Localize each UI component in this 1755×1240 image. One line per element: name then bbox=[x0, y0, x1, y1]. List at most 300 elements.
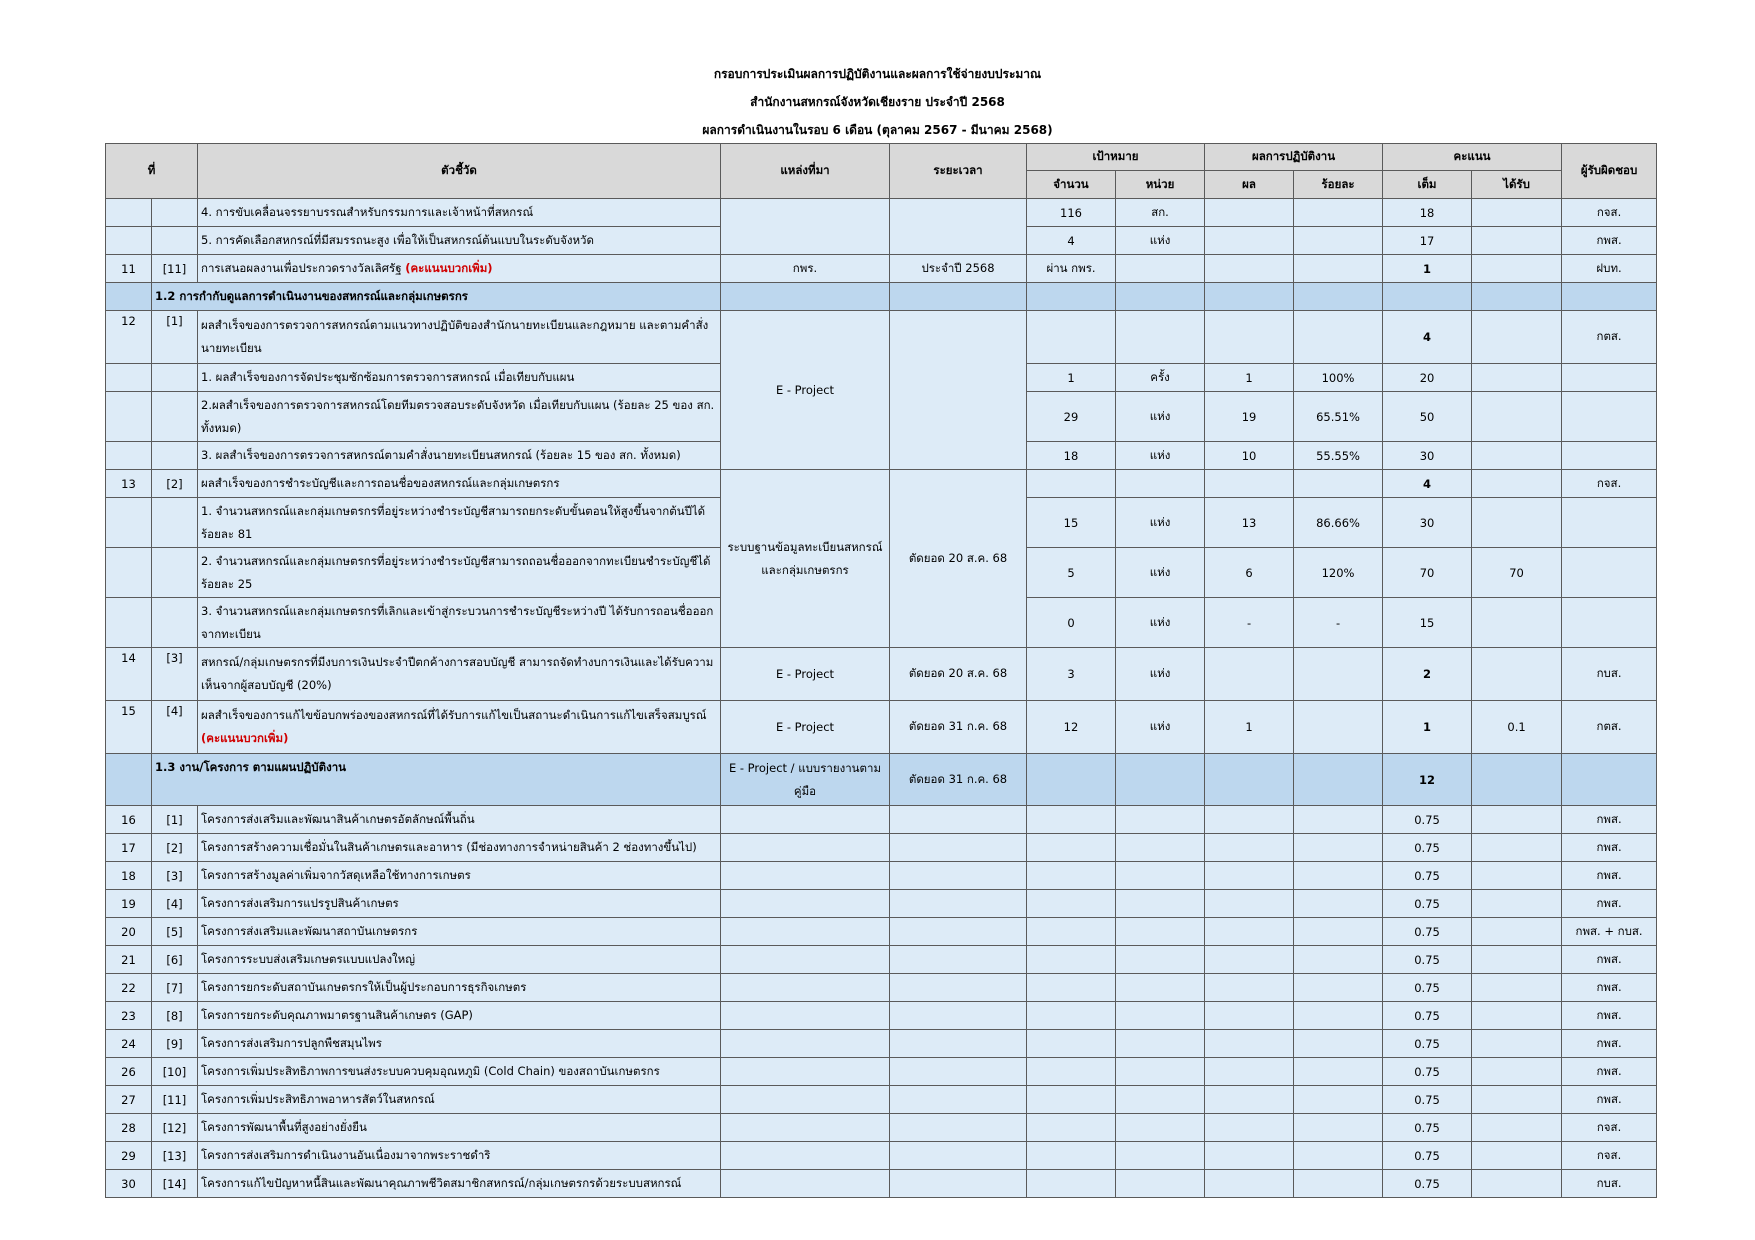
indicator-text: 3. จำนวนสหกรณ์และกลุ่มเกษตรกรที่เลิกและเข้าสู่กระบวนการชำระบัญชีระหว่างปี ได้รับการถอนชื่อออกจากทะเบียน bbox=[198, 598, 721, 648]
source: กพร. bbox=[721, 255, 890, 283]
table-row bbox=[106, 470, 1657, 498]
target-qty bbox=[1027, 1170, 1116, 1198]
project-row bbox=[106, 806, 1657, 834]
target-qty: 116 bbox=[1027, 199, 1116, 227]
target-qty bbox=[1027, 974, 1116, 1002]
period bbox=[890, 1114, 1027, 1142]
row-code: [2] bbox=[152, 470, 198, 498]
owner: ฝบท. bbox=[1562, 255, 1657, 283]
result-pct: 100% bbox=[1294, 364, 1383, 392]
target-unit bbox=[1116, 806, 1205, 834]
project-row bbox=[106, 1114, 1657, 1142]
row-no: 16 bbox=[106, 806, 152, 834]
period bbox=[890, 806, 1027, 834]
row-code: [2] bbox=[152, 834, 198, 862]
table-row bbox=[106, 311, 1657, 364]
owner: กจส. bbox=[1562, 199, 1657, 227]
period bbox=[890, 1170, 1027, 1198]
score-full: 0.75 bbox=[1383, 1030, 1472, 1058]
owner: กพส. bbox=[1562, 834, 1657, 862]
bonus-label: (คะแนนบวกเพิ่ม) bbox=[201, 731, 289, 745]
indicator-text: ผลสำเร็จของการชำระบัญชีและการถอนชื่อของสหกรณ์และกลุ่มเกษตรกร bbox=[198, 470, 721, 498]
result-value bbox=[1205, 834, 1294, 862]
header-target-qty: จำนวน bbox=[1027, 171, 1116, 199]
score-full: 0.75 bbox=[1383, 1058, 1472, 1086]
period bbox=[890, 1142, 1027, 1170]
project-row bbox=[106, 918, 1657, 946]
owner: กบส. bbox=[1562, 1170, 1657, 1198]
result-value: 1 bbox=[1205, 364, 1294, 392]
project-name: โครงการระบบส่งเสริมเกษตรแบบแปลงใหญ่ bbox=[198, 946, 721, 974]
score-got: 70 bbox=[1472, 548, 1562, 598]
target-qty bbox=[1027, 946, 1116, 974]
target-qty bbox=[1027, 918, 1116, 946]
row-code: [13] bbox=[152, 1142, 198, 1170]
row-no: 29 bbox=[106, 1142, 152, 1170]
target-qty: ผ่าน กพร. bbox=[1027, 255, 1116, 283]
row-no: 23 bbox=[106, 1002, 152, 1030]
target-qty: 1 bbox=[1027, 364, 1116, 392]
target-qty bbox=[1027, 862, 1116, 890]
score-got bbox=[1472, 890, 1562, 918]
report-period: ผลการดำเนินงานในรอบ 6 เดือน (ตุลาคม 2567 - มีนาคม 2568) bbox=[702, 123, 1053, 137]
target-unit bbox=[1116, 834, 1205, 862]
row-code: [3] bbox=[152, 648, 198, 701]
indicator-text: 4. การขับเคลื่อนจรรยาบรรณสำหรับกรรมการและเจ้าหน้าที่สหกรณ์ bbox=[198, 199, 721, 227]
target-qty bbox=[1027, 890, 1116, 918]
section-row bbox=[106, 283, 1657, 311]
row-no: 20 bbox=[106, 918, 152, 946]
period: ตัดยอด 31 ก.ค. 68 bbox=[890, 754, 1027, 806]
score-got bbox=[1472, 1030, 1562, 1058]
owner: กพส. bbox=[1562, 862, 1657, 890]
row-code: [11] bbox=[152, 255, 198, 283]
project-row bbox=[106, 1170, 1657, 1198]
score-full: 0.75 bbox=[1383, 862, 1472, 890]
row-code: [5] bbox=[152, 918, 198, 946]
bonus-label: (คะแนนบวกเพิ่ม) bbox=[405, 261, 493, 275]
row-code: [12] bbox=[152, 1114, 198, 1142]
source bbox=[721, 834, 890, 862]
score-full: 30 bbox=[1383, 442, 1472, 470]
result-value: 13 bbox=[1205, 498, 1294, 548]
target-qty bbox=[1027, 1086, 1116, 1114]
result-pct bbox=[1294, 890, 1383, 918]
header-result: ผลการปฏิบัติงาน bbox=[1205, 144, 1383, 171]
table-header bbox=[106, 144, 1657, 199]
score-full: 1 bbox=[1383, 701, 1472, 754]
row-code: [4] bbox=[152, 701, 198, 754]
target-qty: 18 bbox=[1027, 442, 1116, 470]
result-pct bbox=[1294, 806, 1383, 834]
result-value bbox=[1205, 946, 1294, 974]
row-code: [1] bbox=[152, 311, 198, 364]
period bbox=[890, 1086, 1027, 1114]
project-row bbox=[106, 834, 1657, 862]
project-name: โครงการยกระดับคุณภาพมาตรฐานสินค้าเกษตร (GAP) bbox=[198, 1002, 721, 1030]
table-body bbox=[106, 199, 1657, 806]
report-titles bbox=[0, 60, 1755, 144]
source bbox=[721, 918, 890, 946]
score-got bbox=[1472, 918, 1562, 946]
project-name: โครงการส่งเสริมการปลูกพืชสมุนไพร bbox=[198, 1030, 721, 1058]
project-row bbox=[106, 1086, 1657, 1114]
row-no: 18 bbox=[106, 862, 152, 890]
owner: กพส. bbox=[1562, 806, 1657, 834]
score-got bbox=[1472, 946, 1562, 974]
project-row bbox=[106, 1058, 1657, 1086]
target-unit bbox=[1116, 890, 1205, 918]
owner: กพส. bbox=[1562, 1002, 1657, 1030]
result-pct bbox=[1294, 1086, 1383, 1114]
source bbox=[721, 1086, 890, 1114]
result-pct: 120% bbox=[1294, 548, 1383, 598]
target-qty bbox=[1027, 806, 1116, 834]
score-full: 0.75 bbox=[1383, 890, 1472, 918]
period: ประจำปี 2568 bbox=[890, 255, 1027, 283]
target-unit bbox=[1116, 946, 1205, 974]
row-no: 14 bbox=[106, 648, 152, 701]
result-value: 10 bbox=[1205, 442, 1294, 470]
result-pct bbox=[1294, 918, 1383, 946]
score-full: 0.75 bbox=[1383, 1170, 1472, 1198]
owner: กพส. + กบส. bbox=[1562, 918, 1657, 946]
project-row bbox=[106, 946, 1657, 974]
projects-body bbox=[106, 806, 1657, 1198]
target-unit: แห่ง bbox=[1116, 498, 1205, 548]
target-unit bbox=[1116, 1170, 1205, 1198]
indicator-label: การเสนอผลงานเพื่อประกวดรางวัลเลิศรัฐ bbox=[201, 261, 402, 275]
project-name: โครงการยกระดับสถาบันเกษตรกรให้เป็นผู้ประกอบการธุรกิจเกษตร bbox=[198, 974, 721, 1002]
row-no: 11 bbox=[106, 255, 152, 283]
score-got bbox=[1472, 1170, 1562, 1198]
owner: กบส. bbox=[1562, 648, 1657, 701]
score-got bbox=[1472, 1086, 1562, 1114]
project-name: โครงการส่งเสริมและพัฒนาสถาบันเกษตรกร bbox=[198, 918, 721, 946]
indicator-text: 5. การคัดเลือกสหกรณ์ที่มีสมรรถนะสูง เพื่อให้เป็นสหกรณ์ต้นแบบในระดับจังหวัด bbox=[198, 227, 721, 255]
target-unit bbox=[1116, 862, 1205, 890]
report-title: กรอบการประเมินผลการปฏิบัติงานและผลการใช้จ่ายงบประมาณ bbox=[713, 67, 1042, 81]
score-got bbox=[1472, 806, 1562, 834]
score-full: 1 bbox=[1383, 255, 1472, 283]
table-row bbox=[106, 648, 1657, 701]
result-value bbox=[1205, 1002, 1294, 1030]
period: ตัดยอด 20 ส.ค. 68 bbox=[890, 470, 1027, 648]
period bbox=[890, 1058, 1027, 1086]
project-name: โครงการส่งเสริมและพัฒนาสินค้าเกษตรอัตลักษณ์พื้นถิ่น bbox=[198, 806, 721, 834]
period bbox=[890, 862, 1027, 890]
result-value bbox=[1205, 1058, 1294, 1086]
result-pct: 65.51% bbox=[1294, 392, 1383, 442]
indicator-text: สหกรณ์/กลุ่มเกษตรกรที่มีงบการเงินประจำปีตกค้างการสอบบัญชี สามารถจัดทำงบการเงินและได้รับความเห็นจากผู้สอบบัญชี (20%) bbox=[198, 648, 721, 701]
section-title: 1.2 การกำกับดูแลการดำเนินงานของสหกรณ์และกลุ่มเกษตรกร bbox=[152, 283, 721, 311]
score-full: 0.75 bbox=[1383, 918, 1472, 946]
indicator-text bbox=[198, 701, 721, 754]
target-unit: แห่ง bbox=[1116, 548, 1205, 598]
score-full: 0.75 bbox=[1383, 946, 1472, 974]
score-full: 0.75 bbox=[1383, 1142, 1472, 1170]
target-unit bbox=[1116, 1002, 1205, 1030]
target-qty: 15 bbox=[1027, 498, 1116, 548]
score-got bbox=[1472, 1058, 1562, 1086]
table-row bbox=[106, 255, 1657, 283]
target-qty bbox=[1027, 1114, 1116, 1142]
score-full: 0.75 bbox=[1383, 1086, 1472, 1114]
target-qty: 29 bbox=[1027, 392, 1116, 442]
target-unit bbox=[1116, 1114, 1205, 1142]
score-got bbox=[1472, 1114, 1562, 1142]
header-target: เป้าหมาย bbox=[1027, 144, 1205, 171]
source: E - Project / แบบรายงานตามคู่มือ bbox=[721, 754, 890, 806]
target-qty: 4 bbox=[1027, 227, 1116, 255]
header-indicator: ตัวชี้วัด bbox=[198, 144, 721, 199]
indicator-text: 2.ผลสำเร็จของการตรวจการสหกรณ์โดยทีมตรวจสอบระดับจังหวัด เมื่อเทียบกับแผน (ร้อยละ 25 ของ สก. ทั้งหมด) bbox=[198, 392, 721, 442]
period bbox=[890, 890, 1027, 918]
row-code: [14] bbox=[152, 1170, 198, 1198]
row-code: [11] bbox=[152, 1086, 198, 1114]
project-name: โครงการสร้างมูลค่าเพิ่มจากวัสดุเหลือใช้ทางการเกษตร bbox=[198, 862, 721, 890]
section-title: 1.3 งาน/โครงการ ตามแผนปฏิบัติงาน bbox=[152, 754, 721, 806]
result-pct bbox=[1294, 1030, 1383, 1058]
score-got bbox=[1472, 862, 1562, 890]
header-score: คะแนน bbox=[1383, 144, 1562, 171]
result-value bbox=[1205, 1030, 1294, 1058]
header-target-unit: หน่วย bbox=[1116, 171, 1205, 199]
source: E - Project bbox=[721, 311, 890, 470]
indicator-text: 1. ผลสำเร็จของการจัดประชุมซักซ้อมการตรวจการสหกรณ์ เมื่อเทียบกับแผน bbox=[198, 364, 721, 392]
target-unit bbox=[1116, 1086, 1205, 1114]
row-no: 12 bbox=[106, 311, 152, 364]
row-no: 22 bbox=[106, 974, 152, 1002]
result-pct: 86.66% bbox=[1294, 498, 1383, 548]
row-code: [9] bbox=[152, 1030, 198, 1058]
target-unit: แห่ง bbox=[1116, 701, 1205, 754]
row-no: 24 bbox=[106, 1030, 152, 1058]
project-name: โครงการพัฒนาพื้นที่สูงอย่างยั่งยืน bbox=[198, 1114, 721, 1142]
evaluation-table bbox=[105, 143, 1657, 1198]
score-full: 0.75 bbox=[1383, 834, 1472, 862]
owner: กจส. bbox=[1562, 470, 1657, 498]
owner: กพส. bbox=[1562, 1058, 1657, 1086]
period bbox=[890, 1002, 1027, 1030]
row-code: [1] bbox=[152, 806, 198, 834]
target-unit bbox=[1116, 974, 1205, 1002]
row-no: 30 bbox=[106, 1170, 152, 1198]
target-qty: 3 bbox=[1027, 648, 1116, 701]
score-full: 30 bbox=[1383, 498, 1472, 548]
header-score-got: ได้รับ bbox=[1472, 171, 1562, 199]
project-row bbox=[106, 862, 1657, 890]
result-value bbox=[1205, 890, 1294, 918]
owner: กตส. bbox=[1562, 701, 1657, 754]
indicator-text bbox=[198, 255, 721, 283]
project-row bbox=[106, 1142, 1657, 1170]
owner: กพส. bbox=[1562, 1030, 1657, 1058]
indicator-text: 2. จำนวนสหกรณ์และกลุ่มเกษตรกรที่อยู่ระหว่างชำระบัญชีสามารถถอนชื่อออกจากทะเบียนชำระบัญชีได้ ร้อยละ 25 bbox=[198, 548, 721, 598]
target-unit: แห่ง bbox=[1116, 648, 1205, 701]
result-value bbox=[1205, 1170, 1294, 1198]
project-row bbox=[106, 1030, 1657, 1058]
row-no: 28 bbox=[106, 1114, 152, 1142]
score-full: 17 bbox=[1383, 227, 1472, 255]
source: E - Project bbox=[721, 701, 890, 754]
score-got: 0.1 bbox=[1472, 701, 1562, 754]
owner: กพส. bbox=[1562, 227, 1657, 255]
table-row bbox=[106, 701, 1657, 754]
row-no: 26 bbox=[106, 1058, 152, 1086]
period bbox=[890, 1030, 1027, 1058]
project-name: โครงการส่งเสริมการแปรรูปสินค้าเกษตร bbox=[198, 890, 721, 918]
result-value: - bbox=[1205, 598, 1294, 648]
result-pct: 55.55% bbox=[1294, 442, 1383, 470]
result-value bbox=[1205, 862, 1294, 890]
result-pct bbox=[1294, 834, 1383, 862]
result-pct bbox=[1294, 1002, 1383, 1030]
source bbox=[721, 1002, 890, 1030]
source bbox=[721, 1114, 890, 1142]
project-name: โครงการส่งเสริมการดำเนินงานอันเนื่องมาจากพระราชดำริ bbox=[198, 1142, 721, 1170]
period: ตัดยอด 20 ส.ค. 68 bbox=[890, 648, 1027, 701]
target-qty bbox=[1027, 834, 1116, 862]
score-got bbox=[1472, 1002, 1562, 1030]
header-no: ที่ bbox=[106, 144, 198, 199]
score-full: 0.75 bbox=[1383, 1002, 1472, 1030]
source bbox=[721, 862, 890, 890]
target-unit bbox=[1116, 918, 1205, 946]
result-value bbox=[1205, 1142, 1294, 1170]
target-unit bbox=[1116, 1142, 1205, 1170]
row-code: [8] bbox=[152, 1002, 198, 1030]
target-qty bbox=[1027, 1142, 1116, 1170]
indicator-text: ผลสำเร็จของการตรวจการสหกรณ์ตามแนวทางปฏิบัติของสำนักนายทะเบียนและกฎหมาย และตามคำสั่งนายทะเบียน bbox=[198, 311, 721, 364]
target-unit bbox=[1116, 1058, 1205, 1086]
result-value bbox=[1205, 974, 1294, 1002]
target-unit: ครั้ง bbox=[1116, 364, 1205, 392]
source: ระบบฐานข้อมูลทะเบียนสหกรณ์และกลุ่มเกษตรกร bbox=[721, 470, 890, 648]
row-code: [4] bbox=[152, 890, 198, 918]
source bbox=[721, 806, 890, 834]
owner: กจส. bbox=[1562, 1142, 1657, 1170]
result-value: 6 bbox=[1205, 548, 1294, 598]
report-subtitle: สำนักงานสหกรณ์จังหวัดเชียงราย ประจำปี 2568 bbox=[750, 95, 1005, 109]
indicator-text: 3. ผลสำเร็จของการตรวจการสหกรณ์ตามคำสั่งนายทะเบียนสหกรณ์ (ร้อยละ 15 ของ สก. ทั้งหมด) bbox=[198, 442, 721, 470]
project-name: โครงการเพิ่มประสิทธิภาพการขนส่งระบบควบคุมอุณหภูมิ (Cold Chain) ของสถาบันเกษตรกร bbox=[198, 1058, 721, 1086]
source bbox=[721, 890, 890, 918]
row-code: [6] bbox=[152, 946, 198, 974]
indicator-label: ผลสำเร็จของการแก้ไขข้อบกพร่องของสหกรณ์ที่ได้รับการแก้ไขเป็นสถานะดำเนินการแก้ไขเสร็จสมบูรณ์ bbox=[201, 708, 707, 722]
result-value bbox=[1205, 1086, 1294, 1114]
result-value: 1 bbox=[1205, 701, 1294, 754]
target-unit bbox=[1116, 1030, 1205, 1058]
target-unit: แห่ง bbox=[1116, 227, 1205, 255]
score-got bbox=[1472, 834, 1562, 862]
header-source: แหล่งที่มา bbox=[721, 144, 890, 199]
result-pct bbox=[1294, 946, 1383, 974]
row-no: 27 bbox=[106, 1086, 152, 1114]
source: E - Project bbox=[721, 648, 890, 701]
target-qty: 12 bbox=[1027, 701, 1116, 754]
source bbox=[721, 946, 890, 974]
score-got bbox=[1472, 1142, 1562, 1170]
period bbox=[890, 834, 1027, 862]
target-unit: แห่ง bbox=[1116, 392, 1205, 442]
section-row bbox=[106, 754, 1657, 806]
period bbox=[890, 946, 1027, 974]
score-full: 20 bbox=[1383, 364, 1472, 392]
result-value bbox=[1205, 918, 1294, 946]
target-unit: แห่ง bbox=[1116, 442, 1205, 470]
row-code: [3] bbox=[152, 862, 198, 890]
score-full: 70 bbox=[1383, 548, 1472, 598]
target-unit: แห่ง bbox=[1116, 598, 1205, 648]
score-got bbox=[1472, 974, 1562, 1002]
period bbox=[890, 918, 1027, 946]
score-full: 12 bbox=[1383, 754, 1472, 806]
project-name: โครงการเพิ่มประสิทธิภาพอาหารสัตว์ในสหกรณ์ bbox=[198, 1086, 721, 1114]
result-pct bbox=[1294, 1058, 1383, 1086]
header-result-pct: ร้อยละ bbox=[1294, 171, 1383, 199]
result-pct bbox=[1294, 1114, 1383, 1142]
result-value bbox=[1205, 806, 1294, 834]
target-unit: สก. bbox=[1116, 199, 1205, 227]
header-score-full: เต็ม bbox=[1383, 171, 1472, 199]
target-qty bbox=[1027, 1030, 1116, 1058]
target-qty bbox=[1027, 1002, 1116, 1030]
target-qty: 0 bbox=[1027, 598, 1116, 648]
result-pct bbox=[1294, 1142, 1383, 1170]
source bbox=[721, 1030, 890, 1058]
table-row bbox=[106, 199, 1657, 227]
score-full: 50 bbox=[1383, 392, 1472, 442]
score-full: 18 bbox=[1383, 199, 1472, 227]
result-pct: - bbox=[1294, 598, 1383, 648]
score-full: 4 bbox=[1383, 470, 1472, 498]
row-code: [7] bbox=[152, 974, 198, 1002]
project-row bbox=[106, 890, 1657, 918]
owner: กพส. bbox=[1562, 946, 1657, 974]
header-owner: ผู้รับผิดชอบ bbox=[1562, 144, 1657, 199]
row-no: 21 bbox=[106, 946, 152, 974]
period bbox=[890, 974, 1027, 1002]
project-name: โครงการแก้ไขปัญหาหนี้สินและพัฒนาคุณภาพชีวิตสมาชิกสหกรณ์/กลุ่มเกษตรกรด้วยระบบสหกรณ์ bbox=[198, 1170, 721, 1198]
source bbox=[721, 1170, 890, 1198]
result-pct bbox=[1294, 862, 1383, 890]
row-no: 13 bbox=[106, 470, 152, 498]
row-no: 15 bbox=[106, 701, 152, 754]
owner: กพส. bbox=[1562, 1086, 1657, 1114]
project-name: โครงการสร้างความเชื่อมั่นในสินค้าเกษตรและอาหาร (มีช่องทางการจำหน่ายสินค้า 2 ช่องทางขึ้นไป) bbox=[198, 834, 721, 862]
score-full: 4 bbox=[1383, 311, 1472, 364]
owner: กพส. bbox=[1562, 890, 1657, 918]
owner: กตส. bbox=[1562, 311, 1657, 364]
result-value bbox=[1205, 1114, 1294, 1142]
indicator-text: 1. จำนวนสหกรณ์และกลุ่มเกษตรกรที่อยู่ระหว่างชำระบัญชีสามารถยกระดับขั้นตอนให้สูงขึ้นจากต้นปีได้ ร้อยละ 81 bbox=[198, 498, 721, 548]
row-code: [10] bbox=[152, 1058, 198, 1086]
row-no: 19 bbox=[106, 890, 152, 918]
owner: กจส. bbox=[1562, 1114, 1657, 1142]
owner: กพส. bbox=[1562, 974, 1657, 1002]
row-no: 17 bbox=[106, 834, 152, 862]
project-row bbox=[106, 1002, 1657, 1030]
score-full: 0.75 bbox=[1383, 1114, 1472, 1142]
target-qty bbox=[1027, 1058, 1116, 1086]
result-value: 19 bbox=[1205, 392, 1294, 442]
source bbox=[721, 1058, 890, 1086]
period: ตัดยอด 31 ก.ค. 68 bbox=[890, 701, 1027, 754]
score-full: 0.75 bbox=[1383, 806, 1472, 834]
header-result-value: ผล bbox=[1205, 171, 1294, 199]
score-full: 2 bbox=[1383, 648, 1472, 701]
